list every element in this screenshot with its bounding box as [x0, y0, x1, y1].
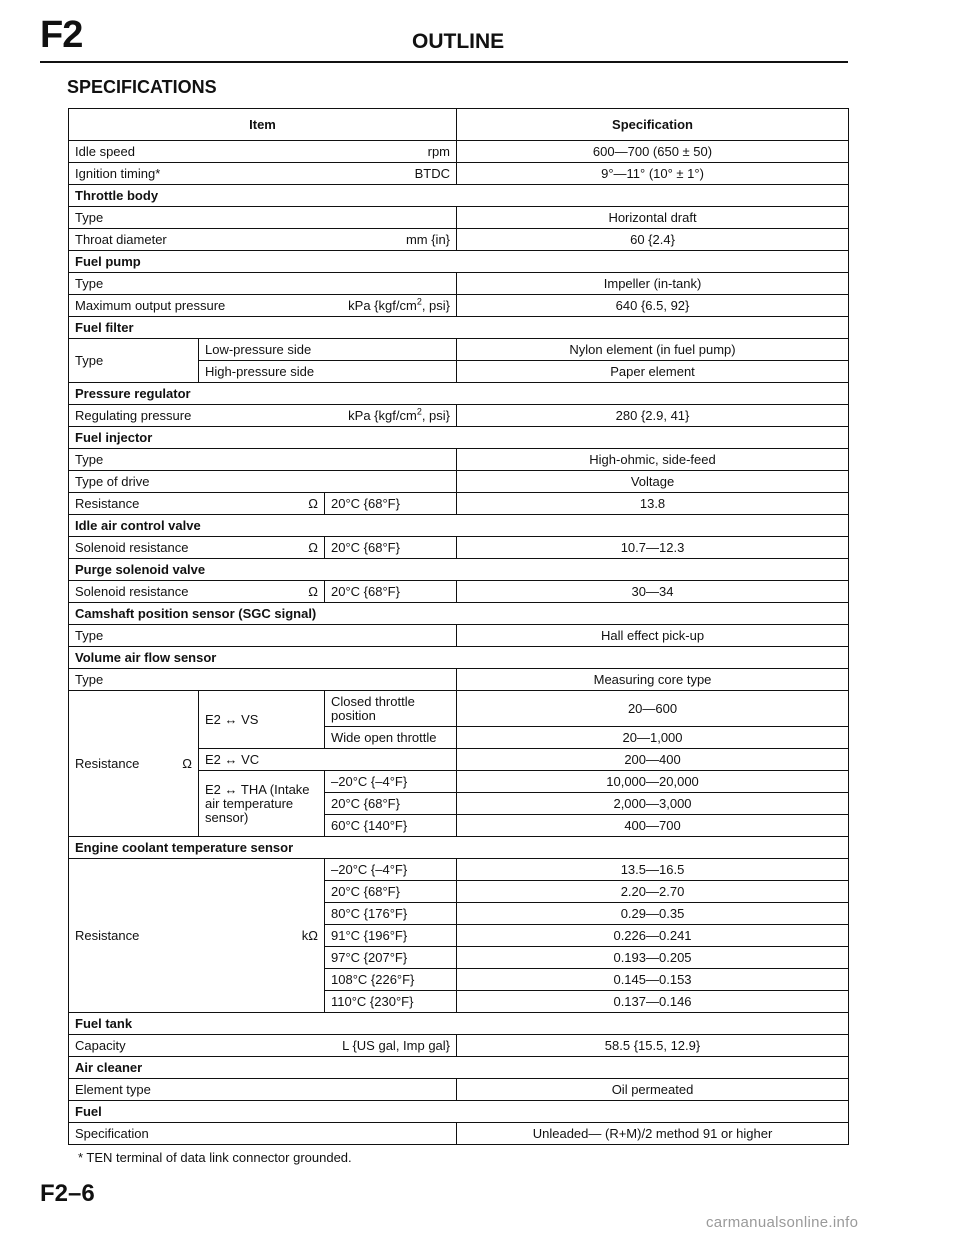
row-value: Horizontal draft	[457, 207, 849, 229]
row-value: 200—400	[457, 749, 849, 771]
row-label: Specification	[69, 1123, 457, 1145]
section-row	[69, 427, 849, 449]
row-condition: 108°C {226°F}	[325, 969, 457, 991]
table-row	[69, 1123, 849, 1145]
table-row	[69, 859, 849, 881]
section-heading: Volume air flow sensor	[69, 647, 849, 669]
table-row	[69, 295, 849, 317]
row-label: Ignition timing*	[75, 165, 161, 181]
row-value: 30—34	[457, 581, 849, 603]
table-row	[69, 449, 849, 471]
table-row	[69, 493, 849, 515]
row-label: Type of drive	[69, 471, 457, 493]
row-value: Unleaded— (R+M)/2 method 91 or higher	[457, 1123, 849, 1145]
row-value: 13.8	[457, 493, 849, 515]
section-row	[69, 647, 849, 669]
table-row	[69, 207, 849, 229]
table-row	[69, 625, 849, 647]
row-value: Nylon element (in fuel pump)	[457, 339, 849, 361]
section-heading: Air cleaner	[69, 1057, 849, 1079]
table-row	[69, 1079, 849, 1101]
row-sublabel: E2 ↔ VC	[199, 749, 457, 771]
row-label: Element type	[69, 1079, 457, 1101]
table-row	[69, 141, 849, 163]
row-value: 0.29—0.35	[457, 903, 849, 925]
row-value: 58.5 {15.5, 12.9}	[457, 1035, 849, 1057]
row-value: Voltage	[457, 471, 849, 493]
row-unit: BTDC	[414, 165, 451, 181]
table-row	[69, 537, 849, 559]
row-label: Type	[69, 339, 199, 383]
section-row	[69, 1013, 849, 1035]
row-unit: L {US gal, Imp gal}	[342, 1037, 451, 1053]
table-row	[69, 1035, 849, 1057]
table-row	[69, 339, 849, 361]
row-value: 0.193—0.205	[457, 947, 849, 969]
row-condition: Closed throttle position	[325, 691, 457, 727]
section-row	[69, 185, 849, 207]
section-heading: Throttle body	[69, 185, 849, 207]
row-label: Resistance	[75, 927, 140, 943]
chapter-code: F2	[40, 14, 83, 56]
row-value: 9°—11° (10° ± 1°)	[457, 163, 849, 185]
row-value: 0.145—0.153	[457, 969, 849, 991]
section-row	[69, 837, 849, 859]
row-sublabel: E2 ↔ VS	[199, 691, 325, 749]
table-row	[69, 581, 849, 603]
row-value: Measuring core type	[457, 669, 849, 691]
row-unit: Ω	[308, 539, 318, 555]
section-row	[69, 515, 849, 537]
row-condition: –20°C {–4°F}	[325, 771, 457, 793]
row-condition: 97°C {207°F}	[325, 947, 457, 969]
row-condition: 20°C {68°F}	[325, 881, 457, 903]
row-value: 0.137—0.146	[457, 991, 849, 1013]
section-row	[69, 1057, 849, 1079]
section-row	[69, 603, 849, 625]
row-condition: 110°C {230°F}	[325, 991, 457, 1013]
row-label: Type	[69, 273, 457, 295]
row-label: Regulating pressure	[75, 407, 192, 423]
row-unit: kΩ	[301, 927, 318, 943]
table-row	[69, 163, 849, 185]
row-value: Oil permeated	[457, 1079, 849, 1101]
section-title: SPECIFICATIONS	[67, 77, 217, 97]
row-unit: Ω	[182, 755, 192, 771]
table-row	[69, 273, 849, 295]
row-unit: kPa {$kgf/cm^2$, psi}	[348, 406, 451, 423]
section-heading: Fuel	[69, 1101, 849, 1123]
table-row	[69, 669, 849, 691]
row-unit: rpm	[427, 143, 451, 159]
section-heading: Fuel tank	[69, 1013, 849, 1035]
header-title: OUTLINE	[412, 30, 505, 53]
row-value: 13.5—16.5	[457, 859, 849, 881]
row-label: Type	[69, 207, 457, 229]
row-value: 600—700 (650 ± 50)	[457, 141, 849, 163]
section-row	[69, 1101, 849, 1123]
page-number: F2–6	[40, 1180, 95, 1207]
row-label: Resistance	[75, 495, 140, 511]
row-unit: mm {in}	[405, 231, 451, 247]
row-label: Solenoid resistance	[75, 539, 189, 555]
table-row	[69, 471, 849, 493]
table-row	[69, 691, 849, 727]
row-condition: 20°C {68°F}	[325, 793, 457, 815]
row-value: 10,000—20,000	[457, 771, 849, 793]
section-heading: Purge solenoid valve	[69, 559, 849, 581]
row-condition: 20°C {68°F}	[325, 537, 457, 559]
row-unit: Ω	[308, 583, 318, 599]
row-value: 2,000—3,000	[457, 793, 849, 815]
row-label: Type	[69, 669, 457, 691]
row-condition: 60°C {140°F}	[325, 815, 457, 837]
section-heading: Idle air control valve	[69, 515, 849, 537]
table-header-row	[69, 109, 849, 141]
row-value: Impeller (in-tank)	[457, 273, 849, 295]
row-value: 2.20—2.70	[457, 881, 849, 903]
row-value: 280 {2.9, 41}	[457, 405, 849, 427]
section-row	[69, 383, 849, 405]
row-condition: 80°C {176°F}	[325, 903, 457, 925]
table-row	[69, 405, 849, 427]
section-heading: Engine coolant temperature sensor	[69, 837, 849, 859]
row-label: Idle speed	[75, 143, 135, 159]
row-value: 0.226—0.241	[457, 925, 849, 947]
section-row	[69, 559, 849, 581]
row-unit: kPa {$kgf/cm^2$, psi}	[348, 296, 451, 313]
row-value: 20—600	[457, 691, 849, 727]
row-unit: Ω	[308, 495, 318, 511]
watermark: carmanualsonline.info	[706, 1214, 859, 1231]
row-condition: –20°C {–4°F}	[325, 859, 457, 881]
row-value: Hall effect pick-up	[457, 625, 849, 647]
row-condition: 91°C {196°F}	[325, 925, 457, 947]
row-label: Type	[69, 625, 457, 647]
section-heading: Camshaft position sensor (SGC signal)	[69, 603, 849, 625]
row-condition: 20°C {68°F}	[325, 493, 457, 515]
row-value: 60 {2.4}	[457, 229, 849, 251]
table-row	[69, 229, 849, 251]
row-value: High-ohmic, side-feed	[457, 449, 849, 471]
row-value: 20—1,000	[457, 727, 849, 749]
row-condition: Wide open throttle	[325, 727, 457, 749]
row-sublabel: E2 ↔ THA (Intake air temperature sensor)	[199, 771, 325, 837]
row-condition: 20°C {68°F}	[325, 581, 457, 603]
specifications-table	[68, 108, 849, 1145]
section-heading: Fuel filter	[69, 317, 849, 339]
section-heading: Fuel injector	[69, 427, 849, 449]
header-rule	[40, 61, 848, 63]
column-header-specification: Specification	[457, 109, 849, 141]
section-row	[69, 317, 849, 339]
section-row	[69, 251, 849, 273]
section-heading: Fuel pump	[69, 251, 849, 273]
row-label: Capacity	[75, 1037, 126, 1053]
row-value: 400—700	[457, 815, 849, 837]
row-label: Throat diameter	[75, 231, 167, 247]
column-header-item: Item	[69, 109, 457, 141]
row-label: Type	[69, 449, 457, 471]
row-label: Solenoid resistance	[75, 583, 189, 599]
row-sublabel: Low-pressure side	[199, 339, 457, 361]
row-value: 10.7—12.3	[457, 537, 849, 559]
section-heading: Pressure regulator	[69, 383, 849, 405]
row-value: 640 {6.5, 92}	[457, 295, 849, 317]
row-value: Paper element	[457, 361, 849, 383]
page-header	[0, 0, 960, 70]
row-label: Maximum output pressure	[75, 297, 226, 313]
row-label: Resistance	[75, 755, 140, 771]
row-sublabel: High-pressure side	[199, 361, 457, 383]
footnote: * TEN terminal of data link connector grounded.	[78, 1150, 352, 1165]
